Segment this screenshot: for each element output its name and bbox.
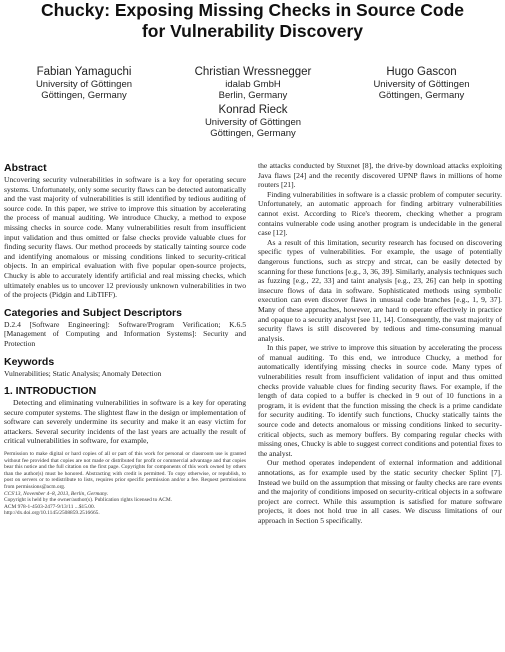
intro-paragraph-4: In this paper, we strive to improve this situation by accelerating the process of manual auditing. To this end, we introduce Chucky, a method for automatically identifying missing checks in source code. Many types of vulnerabilities result from insufficient validation of input and thus omitted checks provide valuable clues for finding security flaws. For example, if the length of data copied to a buffer is checked in 9 out of 10 functions in a program, it is evident that the function missing the check is a prime candidate for security auditing. To identify such functions, Chucky statically taints the source code and detects anomalous or missing conditions linked to security-critical objects, such as memory buffers. By comparing regular checks with missing ones, Chucky is able to suggest correct conditions and potential fixes to the analyst. xyxy=(258,343,502,458)
author-name: Fabian Yamaguchi xyxy=(36,66,132,78)
author-affiliation: University of Göttingen xyxy=(204,117,302,128)
doi-link[interactable]: http://dx.doi.org/10.1145/2508859.2516665. xyxy=(4,510,100,517)
categories-text: D.2.4 [Software Engineering]: Software/Program Verification; K.6.5 [Management of Computing and Information Systems]: Security and Protection xyxy=(4,319,246,348)
author-affiliation: University of Göttingen xyxy=(373,79,470,90)
introduction-paragraph: Detecting and eliminating vulnerabilities in software is a key for operating secure computer systems. The slightest flaw in the design or implementation of software can severely undermine its security and make it an easy victim for attackers. Several security incidents of the last years are actually the result of critical vulnerabilities in software, for example, xyxy=(4,398,246,446)
paper-title xyxy=(0,0,505,42)
author-location: Berlin, Germany xyxy=(218,90,288,101)
author-name: Hugo Gascon xyxy=(386,66,457,78)
author-location: Göttingen, Germany xyxy=(210,128,296,139)
author-name: Christian Wressnegger xyxy=(194,66,312,78)
author-name: Konrad Rieck xyxy=(218,104,288,116)
left-column xyxy=(4,162,246,517)
venue-text: CCS'13, November 4–8, 2013, Berlin, Germany. xyxy=(4,490,109,497)
abstract-heading: Abstract xyxy=(4,162,47,174)
keywords-heading: Keywords xyxy=(4,355,55,368)
copyright-line: Copyright is held by the owner/author(s). Publication rights licensed to ACM. xyxy=(4,497,172,504)
permission-footnote: Permission to make digital or hard copies of all or part of this work for personal or classroom use is granted without fee provided that copies are not made or distributed for profit or commercial advantage and that copies bear this notice and the full citation on the first page. Copyrights for components of this work owned by others than the author(s) must be honored. Abstracting with credit is permitted. To copy otherwise, or republish, to post on servers or to redistribute to lists, requires prior specific permission and/or a fee. Request permissions from permissions@acm.org. xyxy=(4,451,246,491)
categories-heading: Categories and Subject Descriptors xyxy=(4,306,182,319)
right-column xyxy=(258,161,502,526)
acm-isbn-line: ACM 978-1-4503-2477-9/13/11 ...$15.00. xyxy=(4,503,95,510)
author-location: Göttingen, Germany xyxy=(41,90,127,101)
author-4 xyxy=(168,104,338,139)
intro-paragraph-1: the attacks conducted by Stuxnet [8], the drive-by download attacks exploiting Java flaws [24] and the recently discovered UPNP flaws in millions of home routers [21]. xyxy=(258,161,502,190)
abstract-text: Uncovering security vulnerabilities in software is a key for operating secure systems. Unfortunately, only some security flaws can be detected automatically and the vast majority of vulnerabilities is still identified by tedious auditing of source code. In this paper, we strive to improve this situation by accelerating the process of manual auditing. We introduce Chucky, a method to expose missing checks in source code. Many vulnerabilities result from insufficient input validation and thus omitted or false checks provide valuable clues for finding security flaws. Our method proceeds by statically tainting source code and identifying anomalous or missing conditions linked to security-critical objects. In an empirical evaluation with five popular open-source projects, Chucky is able to accurately identify artificial and real missing checks, which ultimately enables us to uncover 12 previously unknown vulnerabilities in two of the projects (Pidgin and LibTIFF). xyxy=(4,175,246,300)
intro-paragraph-3: As a result of this limitation, security research has focused on discovering specific types of vulnerabilities. For example, the usage of potentially dangerous functions, such as strcpy and strcat, can be easily detected by scanning for these functions [e.g., 3, 36, 39]. Similarly, analysis techniques such as fuzzing [e.g., 22, 33] and taint analysis [e.g., 23, 26] can help in spotting insecure flows of data in software. Sophisticated methods using symbolic execution can even discover flaws in unusual code branches [e.g., 1, 9, 37]. Many of these approaches, however, are hard to operate effectively in practice and opaque to a security analyst [see 11, 14]. Consequently, the vast majority of security flaws is still discovered by tedious and time-consuming manual analysis. xyxy=(258,237,502,343)
author-3 xyxy=(338,66,505,101)
title-line-2: for Vulnerability Discovery xyxy=(141,21,364,41)
author-2 xyxy=(168,66,338,101)
keywords-text: Vulnerabilities; Static Analysis; Anomaly Detection xyxy=(4,368,162,378)
intro-paragraph-2: Finding vulnerabilities in software is a classic problem of computer security. Unfortunately, an automatic approach for finding arbitrary vulnerabilities cannot exist. According to Rice's theorem, checking whether a program contains vulnerable code using another program is undecidable in the general case [12]. xyxy=(258,189,502,238)
introduction-heading: 1. INTRODUCTION xyxy=(4,385,97,398)
intro-paragraph-5: Our method operates independent of external information and additional annotations, as for example used by the static security checker Splint [7]. Instead we build on the assumption that missing or faulty checks are rare events and the majority of conditions imposed on security-critical objects in a software project are correct. While this assumption is satisfied for mature software projects, it does not hold true in all cases. We discuss limitations of our approach in Section 5 specifically. xyxy=(258,458,502,525)
title-line-1: Chucky: Exposing Missing Checks in Source Code xyxy=(40,0,464,20)
author-affiliation: idalab GmbH xyxy=(225,79,281,90)
author-1 xyxy=(0,66,168,101)
author-location: Göttingen, Germany xyxy=(378,90,465,101)
author-affiliation: University of Göttingen xyxy=(35,79,133,90)
